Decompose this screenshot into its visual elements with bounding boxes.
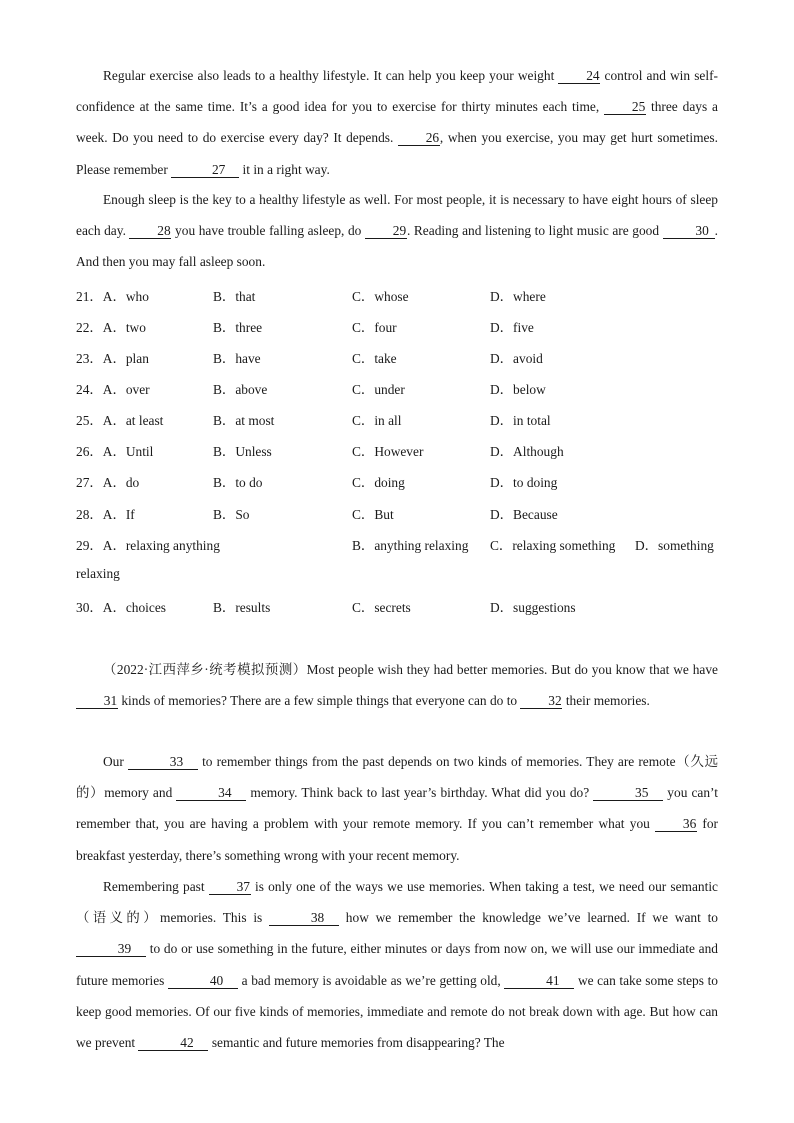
passage2-paragraph2	[76, 746, 718, 871]
text: we can take some steps to keep good memories. Of our five kinds of memories, immediate and remote do not break down with age. But how can we prevent	[76, 972, 718, 1051]
option-a[interactable]: 28．A．If	[76, 507, 135, 522]
option-b[interactable]: B．above	[213, 382, 268, 397]
option-b[interactable]: B．Unless	[213, 444, 272, 459]
answer-blank-34[interactable]: 34	[176, 785, 246, 801]
option-b[interactable]: B．results	[213, 600, 271, 615]
option-c[interactable]: C．But	[352, 507, 394, 522]
question-29-wrap	[76, 566, 736, 588]
text: Our	[103, 754, 128, 769]
question-26	[76, 441, 736, 463]
answer-blank-25[interactable]: 25	[604, 99, 646, 115]
text: . Reading and listening to light music are good	[406, 223, 663, 239]
option-c[interactable]: C．secrets	[352, 600, 411, 615]
option-a[interactable]: 27．A．do	[76, 475, 140, 490]
option-a[interactable]: 23．A．plan	[76, 351, 149, 366]
passage1-paragraph1	[76, 60, 718, 185]
option-d[interactable]: D．below	[490, 382, 546, 397]
question-29	[76, 535, 736, 557]
option-c[interactable]: C．in all	[352, 413, 402, 428]
text: their memories.	[562, 693, 650, 709]
option-d[interactable]: D．in total	[490, 413, 551, 428]
answer-blank-29[interactable]: 29	[365, 223, 407, 239]
text: for breakfast yesterday, there’s something wrong with your recent memory.	[76, 816, 718, 863]
text: . And then you may fall asleep soon.	[76, 223, 718, 270]
answer-blank-41[interactable]: 41	[504, 973, 574, 989]
option-a[interactable]: 25．A．at least	[76, 413, 164, 428]
text: three days a week. Do you need to do exercise every day? It depends.	[76, 99, 718, 146]
answer-blank-40[interactable]: 40	[168, 973, 238, 989]
option-c[interactable]: C．doing	[352, 475, 405, 490]
option-b[interactable]: B．have	[213, 351, 261, 366]
answer-blank-24[interactable]: 24	[558, 68, 600, 84]
source-label: （2022·江西萍乡·统考模拟预测）	[103, 662, 307, 677]
answer-blank-35[interactable]: 35	[593, 785, 663, 801]
text: Enough sleep is the key to a healthy lifestyle as well. For most people, it is necessary to have eight hours of sleep each day.	[76, 192, 718, 239]
question-22	[76, 317, 736, 339]
option-c[interactable]: C．take	[352, 351, 397, 366]
option-b[interactable]: B．that	[213, 289, 256, 304]
option-b[interactable]: B．anything relaxing	[352, 538, 469, 553]
option-d-continued: relaxing	[76, 566, 120, 581]
question-25	[76, 410, 736, 432]
option-d[interactable]: D．five	[490, 320, 534, 335]
option-c[interactable]: C．relaxing something	[490, 538, 616, 553]
option-b[interactable]: B．three	[213, 320, 263, 335]
option-c[interactable]: C．four	[352, 320, 397, 335]
question-28	[76, 504, 736, 526]
answer-blank-26[interactable]: 26	[398, 130, 440, 146]
text: Regular exercise also leads to a healthy lifestyle. It can help you keep your weight	[103, 68, 559, 83]
question-27	[76, 472, 736, 494]
option-b[interactable]: B．to do	[213, 475, 263, 490]
option-a[interactable]: 24．A．over	[76, 382, 150, 397]
text: you can’t remember that, you are having a problem with your remote memory. If you can’t remember what you	[76, 785, 718, 832]
answer-blank-28[interactable]: 28	[129, 223, 171, 239]
text: a bad memory is avoidable as we’re getting old,	[238, 972, 505, 988]
question-30	[76, 597, 736, 619]
text: Most people wish they had better memories. But do you know that we have	[306, 662, 718, 677]
text: you have trouble falling asleep, do	[171, 223, 365, 239]
text: control and win self-confidence at the same time. It’s a good idea for you to exercise for thirty minutes each time,	[76, 68, 718, 115]
answer-blank-27[interactable]: 27	[171, 162, 239, 178]
text: memory. Think back to last year’s birthday. What did you do?	[246, 785, 594, 801]
passage2-paragraph1	[76, 654, 718, 716]
question-23	[76, 348, 736, 370]
option-d[interactable]: D．avoid	[490, 351, 543, 366]
text: , when you exercise, you may get hurt sometimes. Please remember	[76, 130, 718, 177]
option-a[interactable]: 22．A．two	[76, 320, 146, 335]
answer-blank-31[interactable]: 31	[76, 693, 118, 709]
text: semantic and future memories from disappearing? The	[208, 1035, 505, 1051]
option-d[interactable]: D．something	[635, 538, 714, 553]
answer-blank-37[interactable]: 37	[209, 879, 251, 895]
option-a[interactable]: 30．A．choices	[76, 600, 166, 615]
question-24	[76, 379, 736, 401]
option-c[interactable]: C．under	[352, 382, 405, 397]
option-d[interactable]: D．to doing	[490, 475, 558, 490]
answer-blank-32[interactable]: 32	[520, 693, 562, 709]
answer-blank-36[interactable]: 36	[655, 816, 697, 832]
text: it in a right way.	[239, 161, 330, 177]
text: to do or use something in the future, either minutes or days from now on, we will use our immediate and future memories	[76, 941, 718, 988]
text: to remember things from the past depends on two kinds of memories. They are remote（久远的）memory and	[76, 754, 718, 801]
option-b[interactable]: B．at most	[213, 413, 275, 428]
text: kinds of memories? There are a few simple things that everyone can do to	[118, 693, 521, 709]
passage1-paragraph2	[76, 184, 718, 278]
answer-blank-38[interactable]: 38	[269, 910, 339, 926]
option-a[interactable]: 29．A．relaxing anything	[76, 538, 220, 553]
option-b[interactable]: B．So	[213, 507, 250, 522]
option-c[interactable]: C．However	[352, 444, 424, 459]
text: Remembering past	[103, 879, 209, 894]
answer-blank-39[interactable]: 39	[76, 941, 146, 957]
answer-blank-30[interactable]: 30	[663, 223, 715, 239]
answer-blank-42[interactable]: 42	[138, 1035, 208, 1051]
passage2-paragraph3	[76, 871, 718, 1058]
option-d[interactable]: D．Because	[490, 507, 558, 522]
option-d[interactable]: D．Although	[490, 444, 564, 459]
option-a[interactable]: 21．A．who	[76, 289, 149, 304]
answer-blank-33[interactable]: 33	[128, 754, 198, 770]
option-d[interactable]: D．suggestions	[490, 600, 576, 615]
question-21	[76, 286, 736, 308]
option-d[interactable]: D．where	[490, 289, 546, 304]
text: how we remember the knowledge we’ve learned. If we want to	[339, 910, 718, 926]
option-a[interactable]: 26．A．Until	[76, 444, 154, 459]
text: is only one of the ways we use memories. When taking a test, we need our semantic（语义的）memories. This is	[76, 879, 718, 926]
option-c[interactable]: C．whose	[352, 289, 409, 304]
